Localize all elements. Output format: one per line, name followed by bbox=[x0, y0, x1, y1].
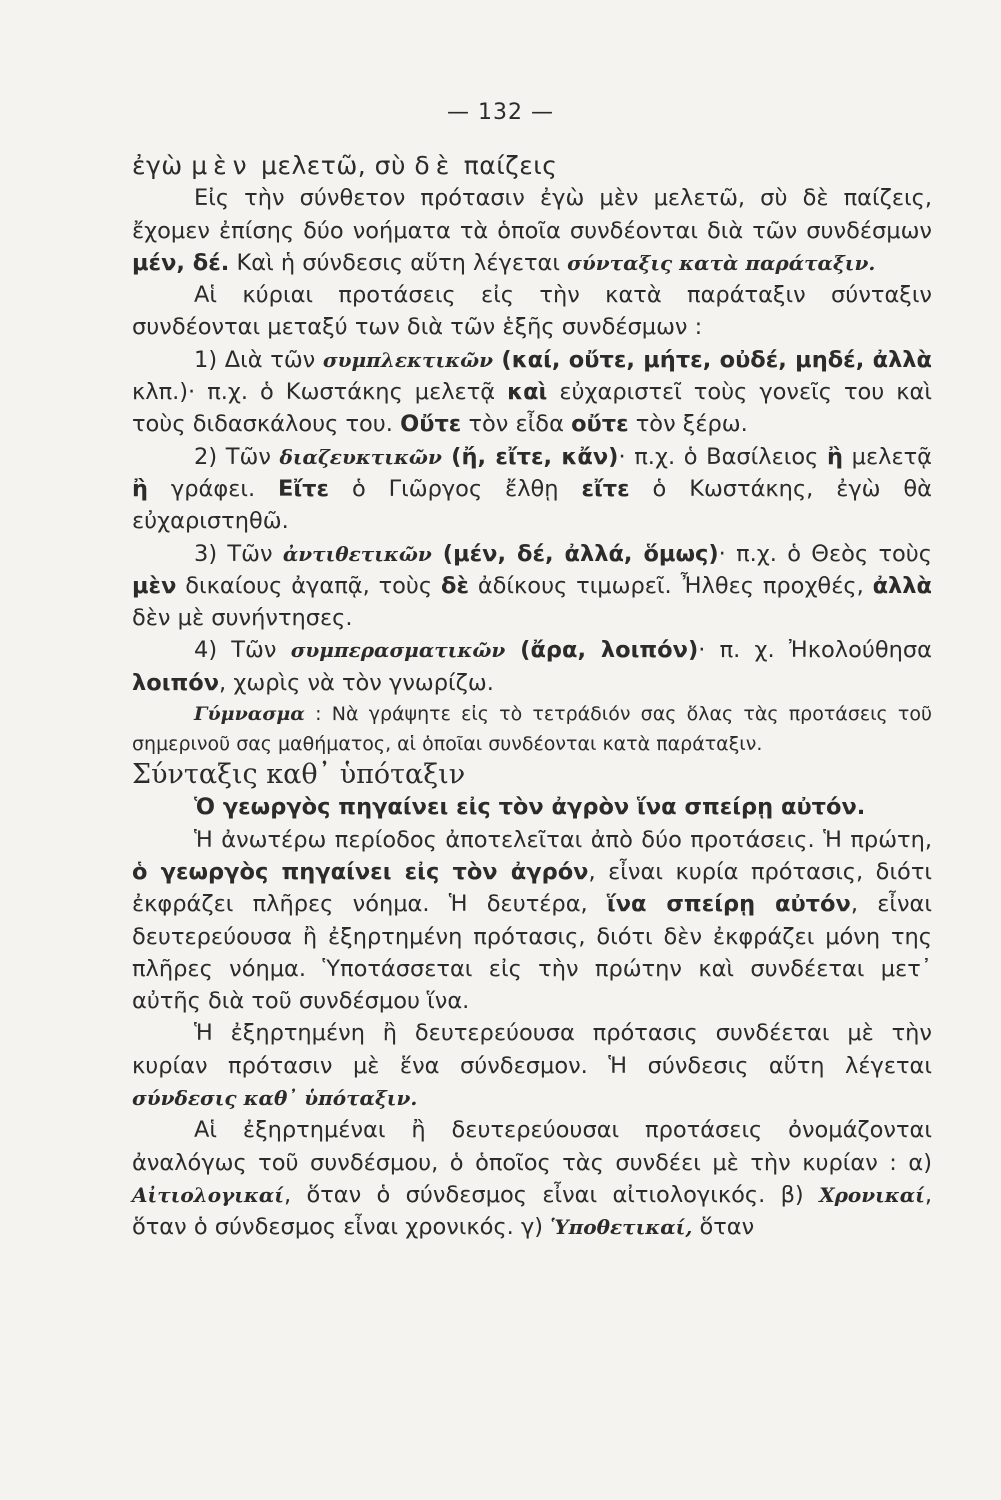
example-sentence: Ὁ γεωργὸς πηγαίνει εἰς τὸν ἀγρὸν ἵνα σπείρῃ αὐτόν. bbox=[194, 794, 866, 821]
bold-term: μέν, δέ. bbox=[132, 249, 230, 276]
heading-word: μελετῶ, σὺ bbox=[261, 151, 406, 180]
heading-word: ἐγὼ bbox=[132, 151, 183, 180]
section-heading-paratactic bbox=[132, 150, 932, 182]
heading-word-spaced: δὲ bbox=[414, 151, 456, 180]
bold-term: λοιπόν bbox=[132, 669, 220, 696]
italic-term: σύνδεσις καθ᾽ ὑπόταξιν. bbox=[132, 1086, 418, 1111]
text-run: , εἶναι κυρία πρότασις, διότι ἐκφράζει πλῆρες νόημα. Ἡ δευτέρα, bbox=[132, 858, 932, 918]
text-run: τὸν εἶδα bbox=[461, 411, 572, 438]
text-run: 1) Διὰ τῶν bbox=[194, 346, 323, 373]
text-run: εὐχαριστεῖ τοὺς γονεῖς του καὶ τοὺς διδασκάλους του. bbox=[132, 379, 933, 438]
bold-term: εἴτε bbox=[581, 475, 630, 502]
page-text bbox=[132, 150, 932, 1244]
text-run: Ἡ ἀνωτέρω περίοδος ἀποτελεῖται ἀπὸ δύο προτάσεις. Ἡ πρώτη, bbox=[194, 826, 932, 853]
bold-term: Εἴτε bbox=[278, 475, 330, 502]
section-heading-hypotactic: Σύνταξις καθ᾽ ὑπόταξιν bbox=[132, 759, 466, 791]
bold-term: ἢ bbox=[827, 443, 844, 470]
bold-term: ἢ bbox=[132, 475, 149, 502]
text-run: · π. χ. Ἠκολούθησα bbox=[698, 637, 932, 664]
text-run: Ἡ ἐξηρτημένη ἢ δευτερεύουσα πρότασις συνδέεται μὲ τὴν κυρίαν πρότασιν μὲ ἕνα σύνδεσμον. Ἡ σύνδεσις αὕτη λέγεται bbox=[132, 1020, 932, 1079]
text-run: ὅταν bbox=[692, 1214, 755, 1241]
bold-term: καὶ bbox=[507, 379, 548, 406]
exercise-label: Γύμνασμα bbox=[194, 703, 305, 726]
paragraph-adversative bbox=[132, 538, 932, 635]
text-run: , εἶναι δευτερεύουσα ἢ ἐξηρτημένη πρότασις, διότι δὲν ἐκφράζει μόνη της πλῆρες νόημα. Ὑποτάσσεται εἰς τὴν πρώτην καὶ συνδέεται μετ᾽ αὐτῆς διὰ τοῦ συνδέσμου ἵνα. bbox=[132, 891, 932, 1015]
text-run: κλπ.)· π.χ. ὁ Κωστάκης μελετᾷ bbox=[132, 379, 508, 406]
text-run: ἀδίκους τιμωρεῖ. Ἦλθες προχθές, bbox=[468, 572, 873, 599]
text-run: Αἱ ἐξηρτημέναι ἢ δευτερεύουσαι προτάσεις ὀνομάζονται ἀναλόγως τοῦ συνδέσμου, ὁ ὁποῖος τὰς συνδέει μὲ τὴν κυρίαν : α) bbox=[132, 1117, 932, 1176]
paragraph-subordination bbox=[132, 1017, 932, 1114]
bold-term: (μέν, δέ, ἀλλά, ὅμως) bbox=[431, 540, 719, 567]
bold-term: (ἄρα, λοιπόν) bbox=[505, 637, 699, 664]
text-run: δὲν μὲ συνήντησες. bbox=[132, 605, 353, 632]
text-run: , ὅταν ὁ σύνδεσμος εἶναι αἰτιολογικός. β) bbox=[283, 1181, 820, 1208]
italic-term: διαζευκτικῶν bbox=[279, 444, 442, 469]
paragraph-main-clauses: Αἱ κύριαι προτάσεις εἰς τὴν κατὰ παράταξιν σύνταξιν συνδέονται μεταξύ των διὰ τῶν ἑξῆς συνδέσμων : bbox=[132, 282, 932, 341]
italic-term: σύνταξις κατὰ παράταξιν. bbox=[567, 250, 876, 275]
bold-term: (καί, οὔτε, μήτε, οὐδέ, μηδέ, ἀλλὰ bbox=[493, 346, 932, 373]
bold-term: ἀλλὰ bbox=[872, 572, 932, 599]
paragraph-conclusive bbox=[132, 634, 932, 699]
italic-term: Αἰτιολογικαί bbox=[132, 1182, 284, 1207]
italic-term: ἀντιθετικῶν bbox=[282, 541, 432, 566]
text-run: μελετᾷ bbox=[843, 443, 933, 470]
bold-term: ὁ γεωργὸς πηγαίνει εἰς τὸν ἀγρόν bbox=[132, 858, 589, 885]
bold-term: οὔτε bbox=[571, 411, 629, 438]
text-run: · π.χ. ὁ Θεὸς τοὺς bbox=[718, 540, 932, 567]
page-number: — 132 — bbox=[447, 100, 554, 125]
text-run: ὁ Κωστάκης, ἐγὼ θὰ εὐχαριστηθῶ. bbox=[132, 475, 932, 535]
text-run: Καὶ ἡ σύνδεσις αὕτη λέγεται bbox=[229, 249, 568, 276]
paragraph-clause-types bbox=[132, 1114, 932, 1243]
italic-term: Χρονικαί bbox=[819, 1182, 925, 1207]
text-run: · π.χ. ὁ Βασίλειος bbox=[618, 443, 827, 470]
paragraph-intro bbox=[132, 182, 932, 279]
bold-term: μὲν bbox=[132, 572, 177, 599]
text-run: ὁ Γιῶργος ἔλθῃ bbox=[329, 475, 582, 502]
text-run: 3) Τῶν bbox=[194, 540, 283, 567]
bold-term: Οὔτε bbox=[400, 411, 462, 438]
text-run: 2) Τῶν bbox=[194, 443, 280, 470]
bold-term: (ἤ, εἴτε, κἄν) bbox=[441, 443, 619, 470]
italic-term: Ὑποθετικαί, bbox=[550, 1215, 693, 1240]
paragraph-copulative bbox=[132, 344, 932, 441]
heading-word-spaced: μὲν bbox=[191, 151, 253, 180]
paragraph-disjunctive bbox=[132, 441, 932, 538]
text-run: , ὅταν ὁ σύνδεσμος εἶναι χρονικός. γ) bbox=[132, 1181, 932, 1241]
text-run: τὸν ξέρω. bbox=[628, 411, 748, 438]
bold-term: δὲ bbox=[440, 572, 469, 599]
paragraph-explanation bbox=[132, 824, 932, 1018]
heading-word: παίζεις bbox=[463, 151, 558, 180]
text-run: 4) Τῶν bbox=[194, 637, 291, 664]
exercise-text: : Νὰ γράψητε εἰς τὸ τετράδιόν σας ὅλας τὰς προτάσεις τοῦ σημερινοῦ σας μαθήματος, αἱ ὁποῖαι συνδέονται κατὰ παράταξιν. bbox=[132, 703, 932, 756]
italic-term: συμπερασματικῶν bbox=[290, 638, 506, 663]
paragraph-exercise bbox=[132, 699, 932, 759]
italic-term: συμπλεκτικῶν bbox=[322, 347, 494, 372]
text-run: Εἰς τὴν σύνθετον πρότασιν ἐγὼ μὲν μελετῶ, σὺ δὲ παίζεις, ἔχομεν ἐπίσης δύο νοήματα τὰ ὁποῖα συνδέονται διὰ τῶν συνδέσμων bbox=[132, 185, 932, 244]
bold-term: ἵνα σπείρῃ αὐτόν bbox=[606, 891, 851, 918]
text-run: δικαίους ἀγαπᾷ, τοὺς bbox=[176, 572, 441, 599]
text-run: γράφει. bbox=[148, 475, 279, 502]
text-run: , χωρὶς νὰ τὸν γνωρίζω. bbox=[219, 669, 494, 696]
